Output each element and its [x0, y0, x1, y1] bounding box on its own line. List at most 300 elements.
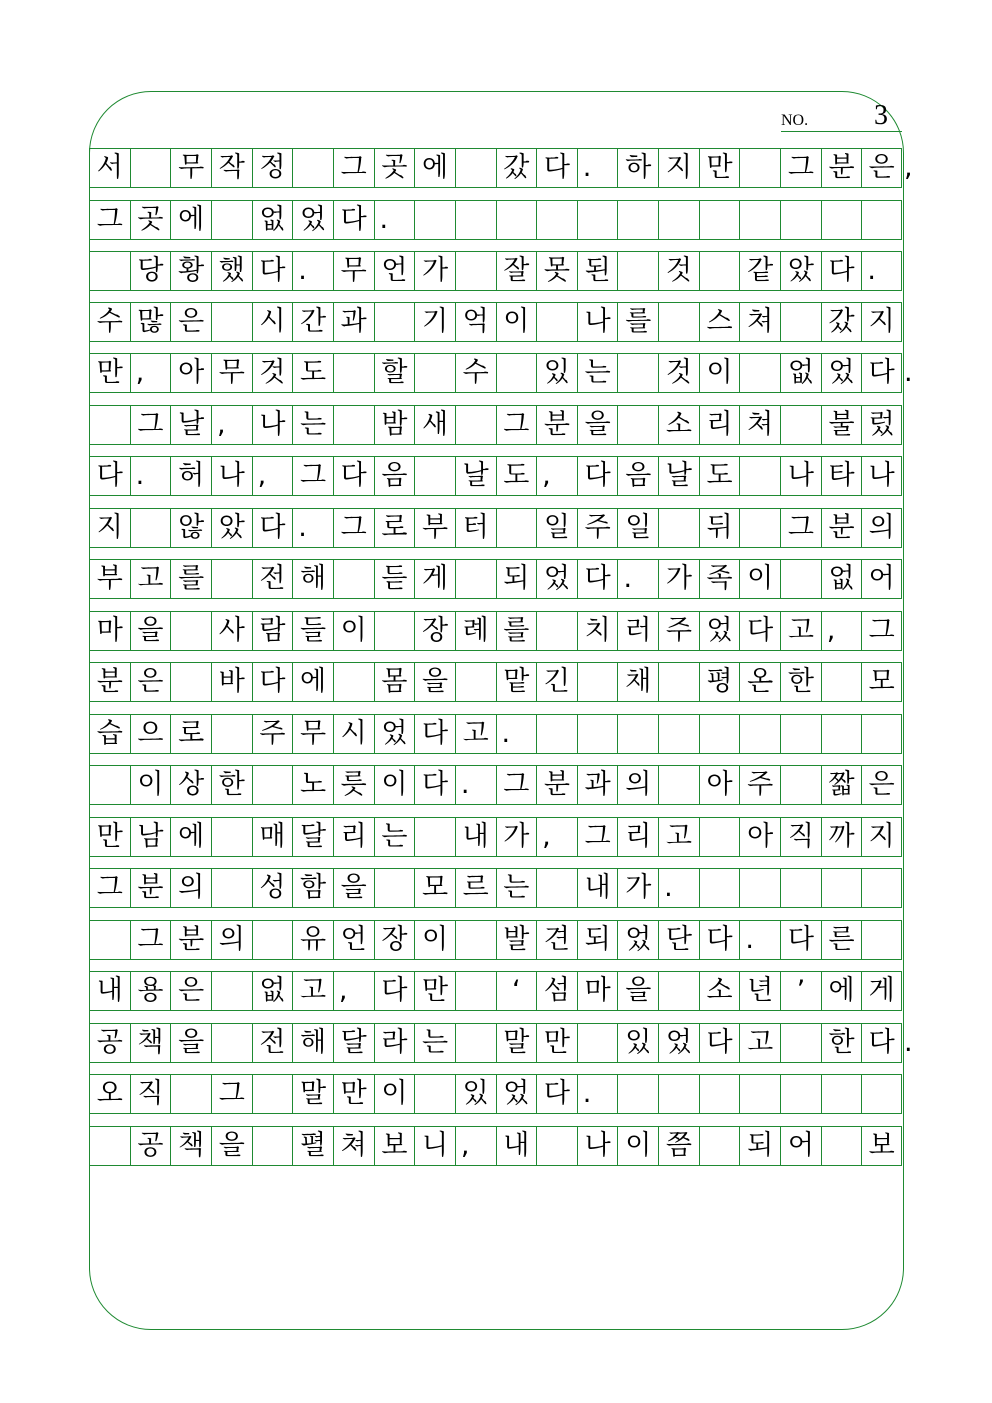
manuscript-row	[89, 765, 902, 804]
manuscript-cell	[739, 868, 780, 907]
manuscript-cell: 해	[292, 559, 333, 598]
manuscript-cell: 쳐	[739, 405, 780, 444]
manuscript-cell: 그	[496, 765, 537, 804]
manuscript-cell: 부	[89, 559, 130, 598]
manuscript-cell	[617, 1074, 658, 1113]
manuscript-cell: 없	[780, 353, 821, 392]
manuscript-cell: 러	[617, 611, 658, 650]
manuscript-cell: 었	[292, 200, 333, 239]
manuscript-row	[89, 405, 902, 444]
manuscript-cell: 그	[780, 508, 821, 547]
manuscript-cell: 이	[699, 353, 740, 392]
manuscript-cell: 가	[658, 559, 699, 598]
manuscript-cell: 것	[658, 251, 699, 290]
manuscript-cell: 이	[374, 765, 415, 804]
manuscript-cell	[780, 1023, 821, 1062]
manuscript-cell	[455, 1023, 496, 1062]
manuscript-cell	[861, 868, 902, 907]
manuscript-cell: 의	[861, 508, 902, 547]
manuscript-cell: 만	[89, 817, 130, 856]
manuscript-cell: 지	[658, 148, 699, 187]
manuscript-cell: 유	[292, 920, 333, 959]
manuscript-cell	[699, 1126, 740, 1165]
manuscript-cell: 고	[658, 817, 699, 856]
manuscript-cell	[414, 200, 455, 239]
manuscript-cell: 전	[252, 1023, 293, 1062]
manuscript-cell: .	[292, 508, 333, 547]
manuscript-cell: 주	[252, 714, 293, 753]
manuscript-cell	[658, 302, 699, 341]
manuscript-cell	[211, 302, 252, 341]
manuscript-cell: 매	[252, 817, 293, 856]
manuscript-row	[89, 662, 902, 701]
manuscript-cell: 리	[333, 817, 374, 856]
manuscript-cell: 맡	[496, 662, 537, 701]
manuscript-cell: 시	[252, 302, 293, 341]
manuscript-cell	[455, 405, 496, 444]
manuscript-cell	[658, 765, 699, 804]
grid-row-bottom-line	[89, 1165, 902, 1166]
manuscript-cell	[292, 148, 333, 187]
manuscript-cell: 가	[617, 868, 658, 907]
manuscript-cell: 음	[374, 456, 415, 495]
manuscript-cell: 뒤	[699, 508, 740, 547]
manuscript-cell: 는	[414, 1023, 455, 1062]
manuscript-cell: 이	[617, 1126, 658, 1165]
manuscript-cell: ,	[455, 1126, 496, 1165]
manuscript-cell: 바	[211, 662, 252, 701]
manuscript-cell: 함	[292, 868, 333, 907]
manuscript-cell	[739, 200, 780, 239]
manuscript-cell: 었	[496, 1074, 537, 1113]
manuscript-cell: 정	[252, 148, 293, 187]
manuscript-cell	[739, 148, 780, 187]
manuscript-cell: 내	[496, 1126, 537, 1165]
manuscript-cell: 부	[414, 508, 455, 547]
manuscript-cell: 게	[861, 971, 902, 1010]
manuscript-cell	[252, 1126, 293, 1165]
manuscript-cell	[536, 1126, 577, 1165]
grid-row-bottom-line	[89, 1113, 902, 1114]
manuscript-cell: 온	[739, 662, 780, 701]
manuscript-cell	[211, 559, 252, 598]
manuscript-cell: .	[374, 200, 415, 239]
manuscript-cell: 단	[658, 920, 699, 959]
manuscript-cell	[658, 714, 699, 753]
grid-row-bottom-line	[89, 701, 902, 702]
manuscript-cell	[414, 1074, 455, 1113]
manuscript-cell	[414, 817, 455, 856]
manuscript-cell	[739, 714, 780, 753]
manuscript-cell: 그	[89, 200, 130, 239]
manuscript-cell: 에	[170, 817, 211, 856]
manuscript-cell: 갔	[821, 302, 862, 341]
manuscript-cell: 은	[170, 971, 211, 1010]
manuscript-cell: 다	[374, 971, 415, 1010]
manuscript-cell: ,	[333, 971, 374, 1010]
manuscript-cell	[617, 353, 658, 392]
manuscript-cell	[455, 200, 496, 239]
manuscript-cell	[658, 971, 699, 1010]
manuscript-cell: ,	[211, 405, 252, 444]
manuscript-cell: 섬	[536, 971, 577, 1010]
manuscript-cell: 그	[780, 148, 821, 187]
manuscript-cell	[455, 971, 496, 1010]
manuscript-cell	[821, 1126, 862, 1165]
manuscript-cell: 을	[617, 971, 658, 1010]
manuscript-cell: 간	[292, 302, 333, 341]
manuscript-cell: 나	[780, 456, 821, 495]
manuscript-cell: 을	[333, 868, 374, 907]
manuscript-cell: 내	[455, 817, 496, 856]
manuscript-cell	[252, 1074, 293, 1113]
manuscript-cell: 내	[577, 868, 618, 907]
manuscript-cell: 무	[170, 148, 211, 187]
manuscript-cell: 은	[861, 765, 902, 804]
manuscript-cell: .	[861, 251, 902, 290]
manuscript-cell: 다	[861, 1023, 902, 1062]
manuscript-cell: 없	[252, 200, 293, 239]
manuscript-cell: 만	[333, 1074, 374, 1113]
manuscript-cell: 공	[130, 1126, 171, 1165]
manuscript-cell: 허	[170, 456, 211, 495]
manuscript-cell: 도	[496, 456, 537, 495]
manuscript-cell	[780, 714, 821, 753]
manuscript-cell	[333, 405, 374, 444]
manuscript-cell: 렀	[861, 405, 902, 444]
manuscript-cell: 직	[780, 817, 821, 856]
manuscript-cell: 치	[577, 611, 618, 650]
manuscript-cell	[455, 251, 496, 290]
manuscript-cell: 이	[130, 765, 171, 804]
manuscript-cell: 다	[252, 508, 293, 547]
manuscript-cell: 니	[414, 1126, 455, 1165]
manuscript-row	[89, 1074, 902, 1113]
manuscript-cell: 고	[780, 611, 821, 650]
manuscript-cell: 아	[170, 353, 211, 392]
manuscript-cell: 리	[699, 405, 740, 444]
manuscript-cell: 소	[699, 971, 740, 1010]
manuscript-cell: ,	[536, 456, 577, 495]
manuscript-cell: 사	[211, 611, 252, 650]
manuscript-cell: 지	[861, 817, 902, 856]
manuscript-row	[89, 971, 902, 1010]
margin-punctuation: .	[904, 357, 913, 388]
manuscript-cell: 만	[699, 148, 740, 187]
manuscript-cell: 그	[333, 148, 374, 187]
manuscript-cell: 펼	[292, 1126, 333, 1165]
manuscript-cell	[374, 611, 415, 650]
manuscript-cell: 지	[89, 508, 130, 547]
manuscript-cell	[617, 714, 658, 753]
grid-row-bottom-line	[89, 907, 902, 908]
manuscript-cell: 가	[496, 817, 537, 856]
margin-punctuation: ,	[904, 152, 913, 183]
grid-row-bottom-line	[89, 187, 902, 188]
manuscript-cell: 주	[658, 611, 699, 650]
manuscript-cell: 을	[414, 662, 455, 701]
manuscript-cell	[617, 405, 658, 444]
manuscript-row	[89, 817, 902, 856]
manuscript-cell: .	[292, 251, 333, 290]
manuscript-cell: 수	[89, 302, 130, 341]
manuscript-cell	[577, 1023, 618, 1062]
manuscript-cell: 의	[617, 765, 658, 804]
manuscript-cell: 었	[821, 353, 862, 392]
manuscript-cell: 일	[617, 508, 658, 547]
manuscript-cell: 는	[374, 817, 415, 856]
manuscript-cell: 잘	[496, 251, 537, 290]
manuscript-cell: 고	[292, 971, 333, 1010]
manuscript-cell: 공	[89, 1023, 130, 1062]
manuscript-cell: 았	[211, 508, 252, 547]
manuscript-cell: ,	[821, 611, 862, 650]
manuscript-cell: 른	[821, 920, 862, 959]
manuscript-cell: 작	[211, 148, 252, 187]
manuscript-cell: 을	[170, 1023, 211, 1062]
manuscript-cell	[821, 714, 862, 753]
manuscript-cell	[699, 200, 740, 239]
manuscript-cell: 분	[821, 508, 862, 547]
manuscript-cell: 다	[333, 456, 374, 495]
manuscript-cell	[536, 302, 577, 341]
manuscript-cell: 수	[455, 353, 496, 392]
manuscript-cell: 상	[170, 765, 211, 804]
manuscript-cell: 장	[374, 920, 415, 959]
manuscript-cell: 없	[252, 971, 293, 1010]
manuscript-cell: 없	[821, 559, 862, 598]
manuscript-cell: 달	[292, 817, 333, 856]
manuscript-cell: 의	[211, 920, 252, 959]
manuscript-cell	[658, 508, 699, 547]
manuscript-cell: 기	[414, 302, 455, 341]
manuscript-cell: 다	[577, 559, 618, 598]
manuscript-cell: 주	[739, 765, 780, 804]
manuscript-cell	[861, 920, 902, 959]
manuscript-cell: 그	[577, 817, 618, 856]
manuscript-cell	[780, 1074, 821, 1113]
manuscript-cell	[455, 920, 496, 959]
manuscript-cell	[861, 200, 902, 239]
manuscript-cell: 분	[89, 662, 130, 701]
manuscript-cell: 할	[374, 353, 415, 392]
manuscript-cell: 은	[130, 662, 171, 701]
manuscript-cell: 스	[699, 302, 740, 341]
grid-row-bottom-line	[89, 392, 902, 393]
manuscript-cell	[89, 251, 130, 290]
manuscript-cell: 그	[89, 868, 130, 907]
manuscript-cell: 로	[170, 714, 211, 753]
manuscript-cell	[536, 611, 577, 650]
manuscript-cell: .	[577, 1074, 618, 1113]
manuscript-cell	[130, 508, 171, 547]
manuscript-cell	[414, 456, 455, 495]
manuscript-cell: 은	[170, 302, 211, 341]
manuscript-cell	[252, 920, 293, 959]
manuscript-cell	[333, 559, 374, 598]
manuscript-cell: 다	[780, 920, 821, 959]
grid-row-bottom-line	[89, 1062, 902, 1063]
manuscript-row	[89, 148, 902, 187]
grid-row-bottom-line	[89, 959, 902, 960]
manuscript-cell: 게	[414, 559, 455, 598]
manuscript-cell	[374, 302, 415, 341]
manuscript-cell: 음	[617, 456, 658, 495]
manuscript-cell: 만	[89, 353, 130, 392]
manuscript-cell: .	[496, 714, 537, 753]
manuscript-cell: 전	[252, 559, 293, 598]
manuscript-cell	[170, 611, 211, 650]
manuscript-cell: 을	[130, 611, 171, 650]
manuscript-cell: 터	[455, 508, 496, 547]
manuscript-cell: ‘	[496, 971, 537, 1010]
manuscript-cell: 발	[496, 920, 537, 959]
manuscript-cell: 보	[374, 1126, 415, 1165]
manuscript-cell: 한	[211, 765, 252, 804]
grid-row-bottom-line	[89, 495, 902, 496]
manuscript-cell	[780, 200, 821, 239]
manuscript-cell: 새	[414, 405, 455, 444]
manuscript-cell: 를	[170, 559, 211, 598]
manuscript-cell: 책	[170, 1126, 211, 1165]
manuscript-cell: 소	[658, 405, 699, 444]
manuscript-cell: 쯤	[658, 1126, 699, 1165]
manuscript-cell: 쳐	[739, 302, 780, 341]
manuscript-cell: 라	[374, 1023, 415, 1062]
manuscript-cell: 노	[292, 765, 333, 804]
manuscript-cell: 들	[292, 611, 333, 650]
manuscript-cell	[861, 714, 902, 753]
manuscript-cell: 는	[496, 868, 537, 907]
manuscript-cell: 그	[861, 611, 902, 650]
grid-row-bottom-line	[89, 650, 902, 651]
manuscript-cell: 은	[861, 148, 902, 187]
manuscript-cell: 로	[374, 508, 415, 547]
manuscript-cell: 그	[333, 508, 374, 547]
manuscript-cell: 이	[374, 1074, 415, 1113]
manuscript-cell	[617, 251, 658, 290]
manuscript-cell: 억	[455, 302, 496, 341]
grid-row-bottom-line	[89, 1010, 902, 1011]
manuscript-cell: 언	[374, 251, 415, 290]
manuscript-row	[89, 508, 902, 547]
manuscript-cell	[821, 200, 862, 239]
manuscript-cell: .	[577, 148, 618, 187]
manuscript-cell: 과	[577, 765, 618, 804]
manuscript-cell	[577, 662, 618, 701]
manuscript-cell: 되	[739, 1126, 780, 1165]
manuscript-cell	[821, 662, 862, 701]
manuscript-cell: 무	[333, 251, 374, 290]
manuscript-cell: 었	[374, 714, 415, 753]
manuscript-cell	[739, 508, 780, 547]
grid-row-bottom-line	[89, 290, 902, 291]
manuscript-cell: 성	[252, 868, 293, 907]
manuscript-cell: 있	[617, 1023, 658, 1062]
manuscript-cell: 평	[699, 662, 740, 701]
margin-punctuation: .	[904, 1027, 913, 1058]
manuscript-cell: ’	[780, 971, 821, 1010]
manuscript-cell	[780, 559, 821, 598]
manuscript-cell: 를	[617, 302, 658, 341]
manuscript-cell: 나	[211, 456, 252, 495]
manuscript-cell	[170, 1074, 211, 1113]
manuscript-cell: 용	[130, 971, 171, 1010]
manuscript-cell: 분	[130, 868, 171, 907]
manuscript-cell: 다	[577, 456, 618, 495]
manuscript-cell: 년	[739, 971, 780, 1010]
manuscript-cell: 갔	[496, 148, 537, 187]
manuscript-row	[89, 868, 902, 907]
manuscript-cell: 분	[536, 405, 577, 444]
manuscript-cell: 있	[536, 353, 577, 392]
manuscript-cell: 다	[739, 611, 780, 650]
manuscript-cell: 다	[252, 251, 293, 290]
manuscript-cell	[699, 817, 740, 856]
manuscript-cell	[699, 868, 740, 907]
manuscript-cell	[699, 714, 740, 753]
manuscript-cell: 었	[658, 1023, 699, 1062]
manuscript-cell: 었	[699, 611, 740, 650]
manuscript-cell: 는	[292, 405, 333, 444]
manuscript-cell: 으	[130, 714, 171, 753]
manuscript-row	[89, 251, 902, 290]
grid-row-bottom-line	[89, 444, 902, 445]
manuscript-cell	[211, 714, 252, 753]
manuscript-cell: 에	[821, 971, 862, 1010]
manuscript-row	[89, 1023, 902, 1062]
manuscript-cell: 채	[617, 662, 658, 701]
manuscript-cell	[170, 662, 211, 701]
manuscript-cell: 다	[699, 1023, 740, 1062]
manuscript-cell: 고	[455, 714, 496, 753]
manuscript-row	[89, 200, 902, 239]
grid-row-bottom-line	[89, 856, 902, 857]
manuscript-cell	[577, 714, 618, 753]
manuscript-cell: 았	[780, 251, 821, 290]
manuscript-cell: 그	[496, 405, 537, 444]
manuscript-cell: 긴	[536, 662, 577, 701]
manuscript-cell	[130, 148, 171, 187]
manuscript-cell	[699, 251, 740, 290]
manuscript-cell: 도	[292, 353, 333, 392]
manuscript-cell: 을	[211, 1126, 252, 1165]
manuscript-cell: 해	[292, 1023, 333, 1062]
manuscript-cell	[211, 868, 252, 907]
manuscript-cell: 아	[739, 817, 780, 856]
manuscript-cell	[89, 1126, 130, 1165]
manuscript-cell: 못	[536, 251, 577, 290]
grid-row-bottom-line	[89, 804, 902, 805]
manuscript-row	[89, 611, 902, 650]
manuscript-cell	[617, 200, 658, 239]
manuscript-cell: 모	[414, 868, 455, 907]
manuscript-cell: 남	[130, 817, 171, 856]
manuscript-cell	[739, 1074, 780, 1113]
manuscript-cell	[374, 868, 415, 907]
manuscript-cell: 지	[861, 302, 902, 341]
manuscript-cell: 그	[130, 405, 171, 444]
manuscript-cell: 리	[617, 817, 658, 856]
manuscript-cell: 한	[780, 662, 821, 701]
manuscript-cell: 다	[333, 200, 374, 239]
manuscript-cell: 례	[455, 611, 496, 650]
manuscript-cell: 에	[170, 200, 211, 239]
manuscript-cell: 도	[699, 456, 740, 495]
manuscript-cell	[496, 508, 537, 547]
manuscript-cell	[780, 868, 821, 907]
manuscript-cell	[536, 868, 577, 907]
